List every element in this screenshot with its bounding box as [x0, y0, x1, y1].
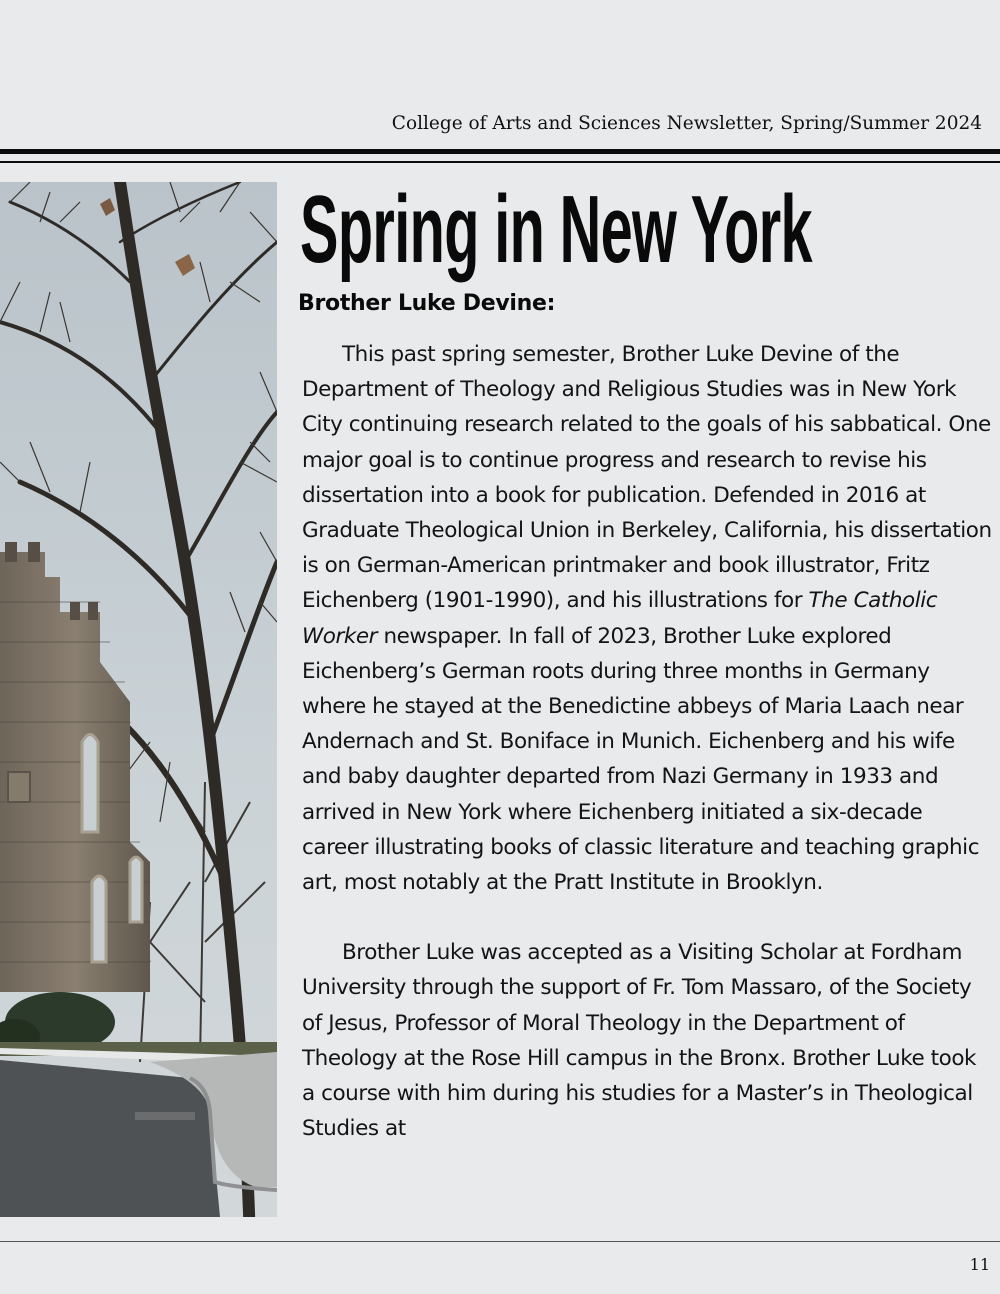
footer-rule [0, 1241, 1000, 1242]
paragraph-1-text-b: newspaper. In fall of 2023, Brother Luke explored Eichenberg’s German roots during three months in Germany where he stayed at the Benedictine abbeys of Maria Laach near Andernach and St. Boniface in Munich. Eichenberg and his wife and baby daughter departed from Nazi Germany in 1933 and arrived in New York where Eichenberg initiated a six-decade career illustrating books of classic literature and teaching graphic art, most notably at the Pratt Institute in Brooklyn. [302, 623, 980, 896]
publication-title-italic: The Catholic Worker [302, 588, 938, 649]
header-rule-thick [0, 149, 1000, 154]
paragraph-1 [302, 337, 992, 900]
paragraph-2: Brother Luke was accepted as a Visiting Scholar at Fordham University through the support of Fr. Tom Massaro, of the Society of Jesus, Professor of Moral Theology in the Department of Theology at the Rose Hill campus in the Bronx. Brother Luke took a course with him during his studies for a Master’s in Theological Studies at [302, 940, 977, 1142]
paragraph-1-text-a: This past spring semester, Brother Luke Devine of the Department of Theology and Religious Studies was in New York City continuing research related to the goals of his sabbatical. One major goal is to continue progress and research to revise his dissertation into a book for publication. Defended in 2016 at Graduate Theological Union in Berkeley, California, his dissertation is on German-American printmaker and book illustrator, Fritz Eichenberg (1901-1990), and his illustrations for [302, 342, 992, 614]
article-body [302, 337, 992, 1146]
campus-photo [0, 182, 277, 1217]
article-title: Spring in New York [300, 176, 812, 283]
header-rule-thin [0, 161, 1000, 163]
page-number: 11 [969, 1255, 990, 1274]
newsletter-header: College of Arts and Sciences Newsletter, Spring/Summer 2024 [391, 113, 982, 134]
article-subhead: Brother Luke Devine: [298, 291, 556, 316]
